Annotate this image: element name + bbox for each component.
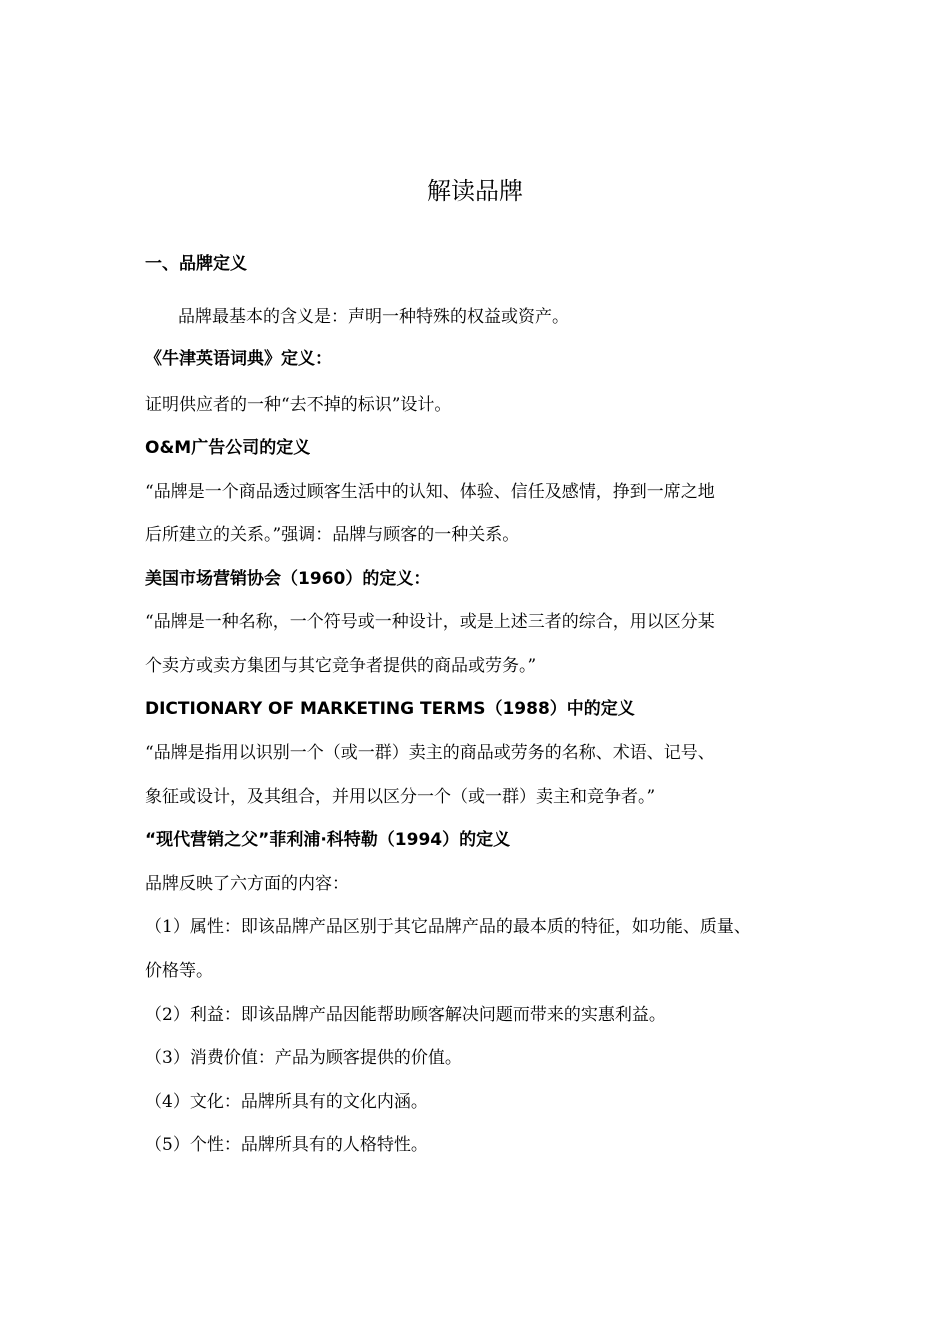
list-item: （2）利益：即该品牌产品因能帮助顾客解决问题而带来的实惠利益。 bbox=[145, 1005, 666, 1025]
definition-heading: O&M广告公司的定义 bbox=[145, 438, 311, 458]
paragraph-line: “品牌是一个商品透过顾客生活中的认知、体验、信任及感情，挣到一席之地 bbox=[145, 482, 715, 502]
paragraph-line: 象征或设计，及其组合，并用以区分一个（或一群）卖主和竞争者。” bbox=[145, 787, 656, 807]
paragraph-line: 后所建立的关系。”强调：品牌与顾客的一种关系。 bbox=[145, 525, 520, 545]
paragraph-line: 证明供应者的一种“去不掉的标识”设计。 bbox=[145, 395, 452, 415]
section-heading: 一、品牌定义 bbox=[145, 254, 247, 274]
definition-heading: “现代营销之父”菲利浦·科特勒（1994）的定义 bbox=[145, 830, 511, 850]
document-title: 解读品牌 bbox=[427, 177, 523, 205]
definition-heading: 《牛津英语词典》定义： bbox=[145, 349, 332, 369]
paragraph-line: 品牌最基本的含义是：声明一种特殊的权益或资产。 bbox=[178, 307, 569, 327]
paragraph-line: “品牌是一种名称，一个符号或一种设计，或是上述三者的综合，用以区分某 bbox=[145, 612, 715, 632]
list-item-continuation: 价格等。 bbox=[145, 961, 213, 981]
list-item: （1）属性：即该品牌产品区别于其它品牌产品的最本质的特征，如功能、质量、 bbox=[145, 917, 751, 937]
list-item: （4）文化：品牌所具有的文化内涵。 bbox=[145, 1092, 428, 1112]
definition-heading: 美国市场营销协会（1960）的定义： bbox=[145, 569, 431, 589]
paragraph-line: 个卖方或卖方集团与其它竞争者提供的商品或劳务。” bbox=[145, 656, 537, 676]
paragraph-line: 品牌反映了六方面的内容： bbox=[145, 874, 349, 894]
definition-heading: DICTIONARY OF MARKETING TERMS（1988）中的定义 bbox=[145, 699, 635, 719]
list-item: （5）个性：品牌所具有的人格特性。 bbox=[145, 1135, 428, 1155]
paragraph-line: “品牌是指用以识别一个（或一群）卖主的商品或劳务的名称、术语、记号、 bbox=[145, 743, 715, 763]
list-item: （3）消费价值：产品为顾客提供的价值。 bbox=[145, 1048, 462, 1068]
